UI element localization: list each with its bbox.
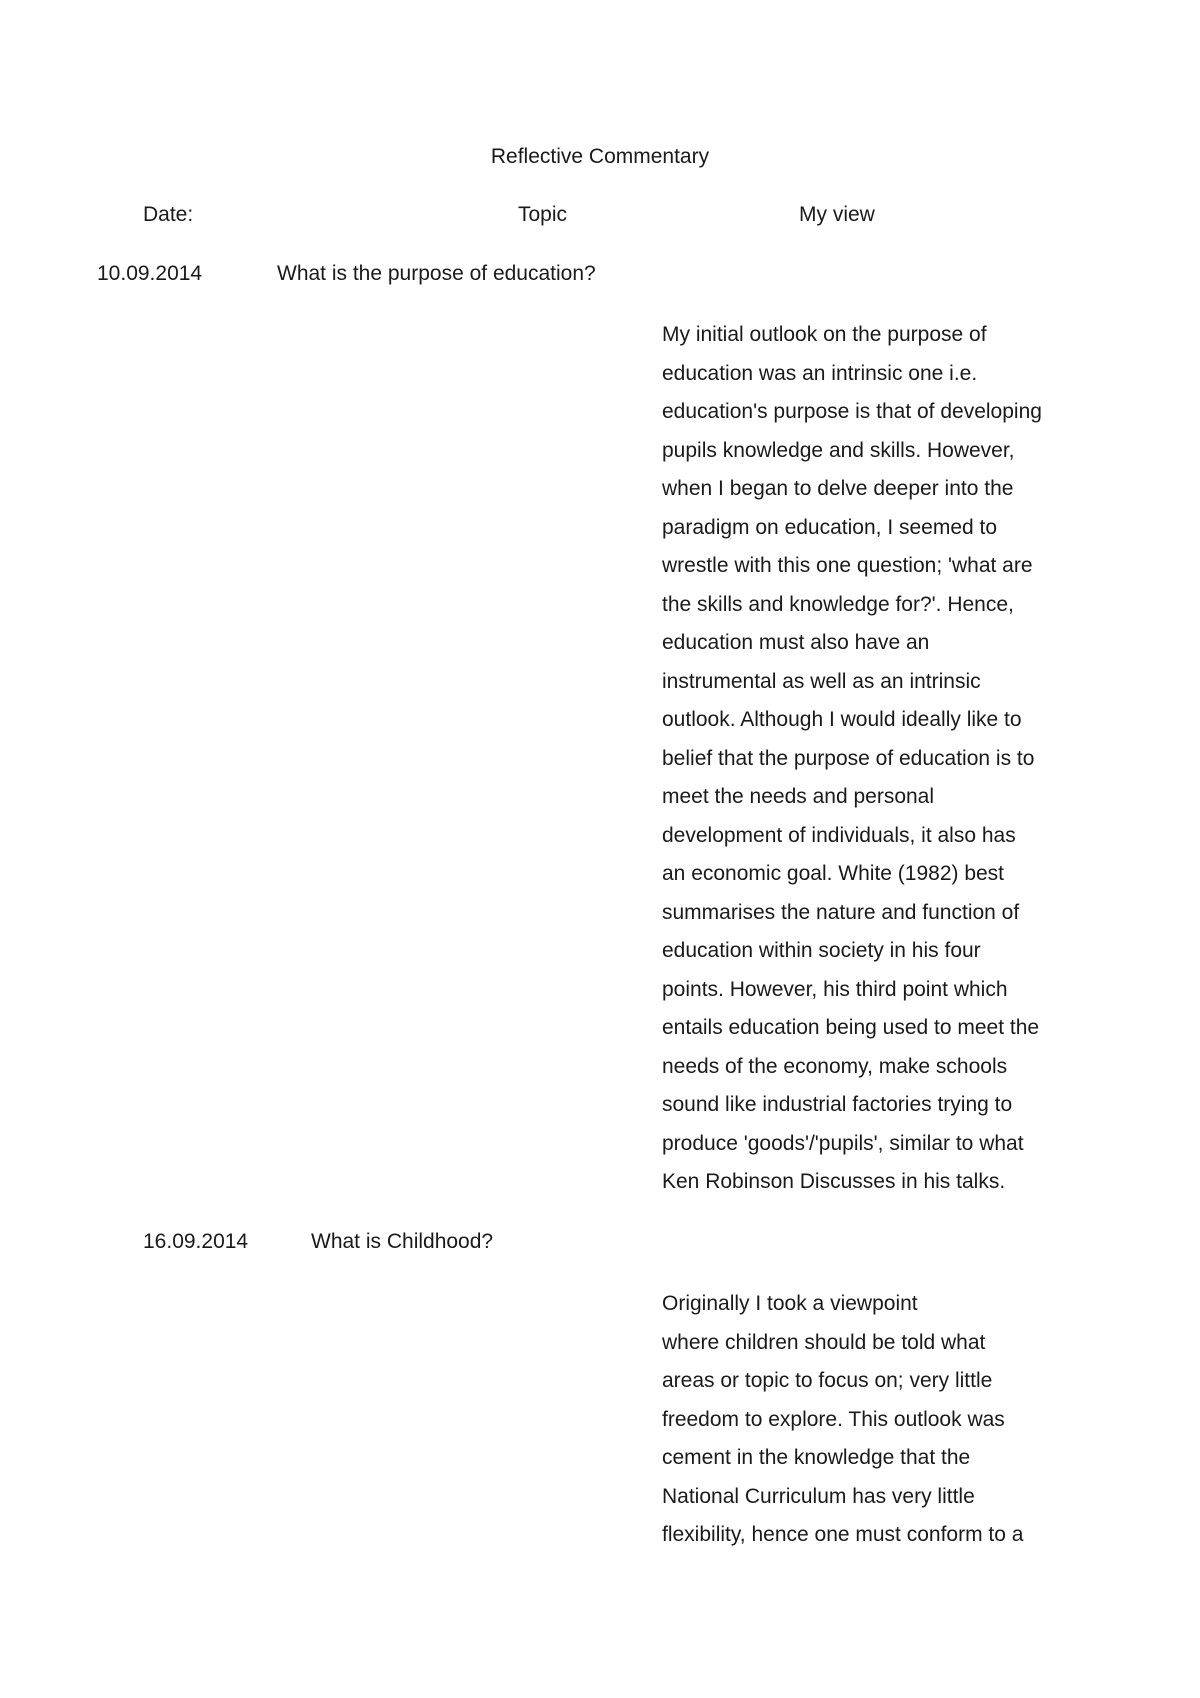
view-line: education must also have an <box>662 631 930 654</box>
view-line: when I began to delve deeper into the <box>662 477 1014 500</box>
view-line: outlook. Although I would ideally like to <box>662 708 1022 731</box>
entry-topic: What is Childhood? <box>311 1230 494 1253</box>
view-line: points. However, his third point which <box>662 977 1008 1001</box>
view-line: summarises the nature and function of <box>662 900 1020 924</box>
view-line: education was an intrinsic one i.e. <box>662 361 978 385</box>
view-line: Originally I took a viewpoint <box>662 1292 918 1315</box>
view-line: where children should be told what <box>662 1330 986 1354</box>
entry-view-paragraph <box>662 316 1082 1202</box>
view-line: National Curriculum has very little <box>662 1484 975 1508</box>
topic-column-header: Topic <box>518 203 568 226</box>
view-column-header: My view <box>799 203 875 226</box>
entry-date: 16.09.2014 <box>143 1230 249 1253</box>
entry-view-paragraph <box>662 1285 1082 1555</box>
view-line: an economic goal. White (1982) best <box>662 862 1005 885</box>
view-line: wrestle with this one question; 'what are <box>662 554 1033 577</box>
view-line: areas or topic to focus on; very little <box>662 1369 993 1392</box>
view-line: Ken Robinson Discusses in his talks. <box>662 1170 1006 1193</box>
entry-date: 10.09.2014 <box>97 262 203 285</box>
view-line: education within society in his four <box>662 939 981 962</box>
view-line: sound like industrial factories trying to <box>662 1093 1013 1116</box>
view-line: paradigm on education, I seemed to <box>662 515 998 539</box>
view-line: needs of the economy, make schools <box>662 1054 1008 1078</box>
view-line: education's purpose is that of developing <box>662 400 1042 423</box>
view-line: My initial outlook on the purpose of <box>662 323 987 346</box>
view-line: meet the needs and personal <box>662 785 935 808</box>
view-line: belief that the purpose of education is to <box>662 746 1035 770</box>
view-line: entails education being used to meet the <box>662 1016 1040 1039</box>
entry-topic: What is the purpose of education? <box>277 262 596 285</box>
view-line: flexibility, hence one must conform to a <box>662 1523 1024 1546</box>
view-line: instrumental as well as an intrinsic <box>662 669 981 693</box>
view-line: the skills and knowledge for?'. Hence, <box>662 592 1014 616</box>
page-title: Reflective Commentary <box>490 145 710 168</box>
date-column-header: Date: <box>143 203 194 226</box>
view-line: cement in the knowledge that the <box>662 1446 971 1469</box>
view-line: produce 'goods'/'pupils', similar to what <box>662 1131 1024 1155</box>
view-line: freedom to explore. This outlook was <box>662 1407 1005 1431</box>
view-line: pupils knowledge and skills. However, <box>662 438 1015 462</box>
view-line: development of individuals, it also has <box>662 823 1016 847</box>
